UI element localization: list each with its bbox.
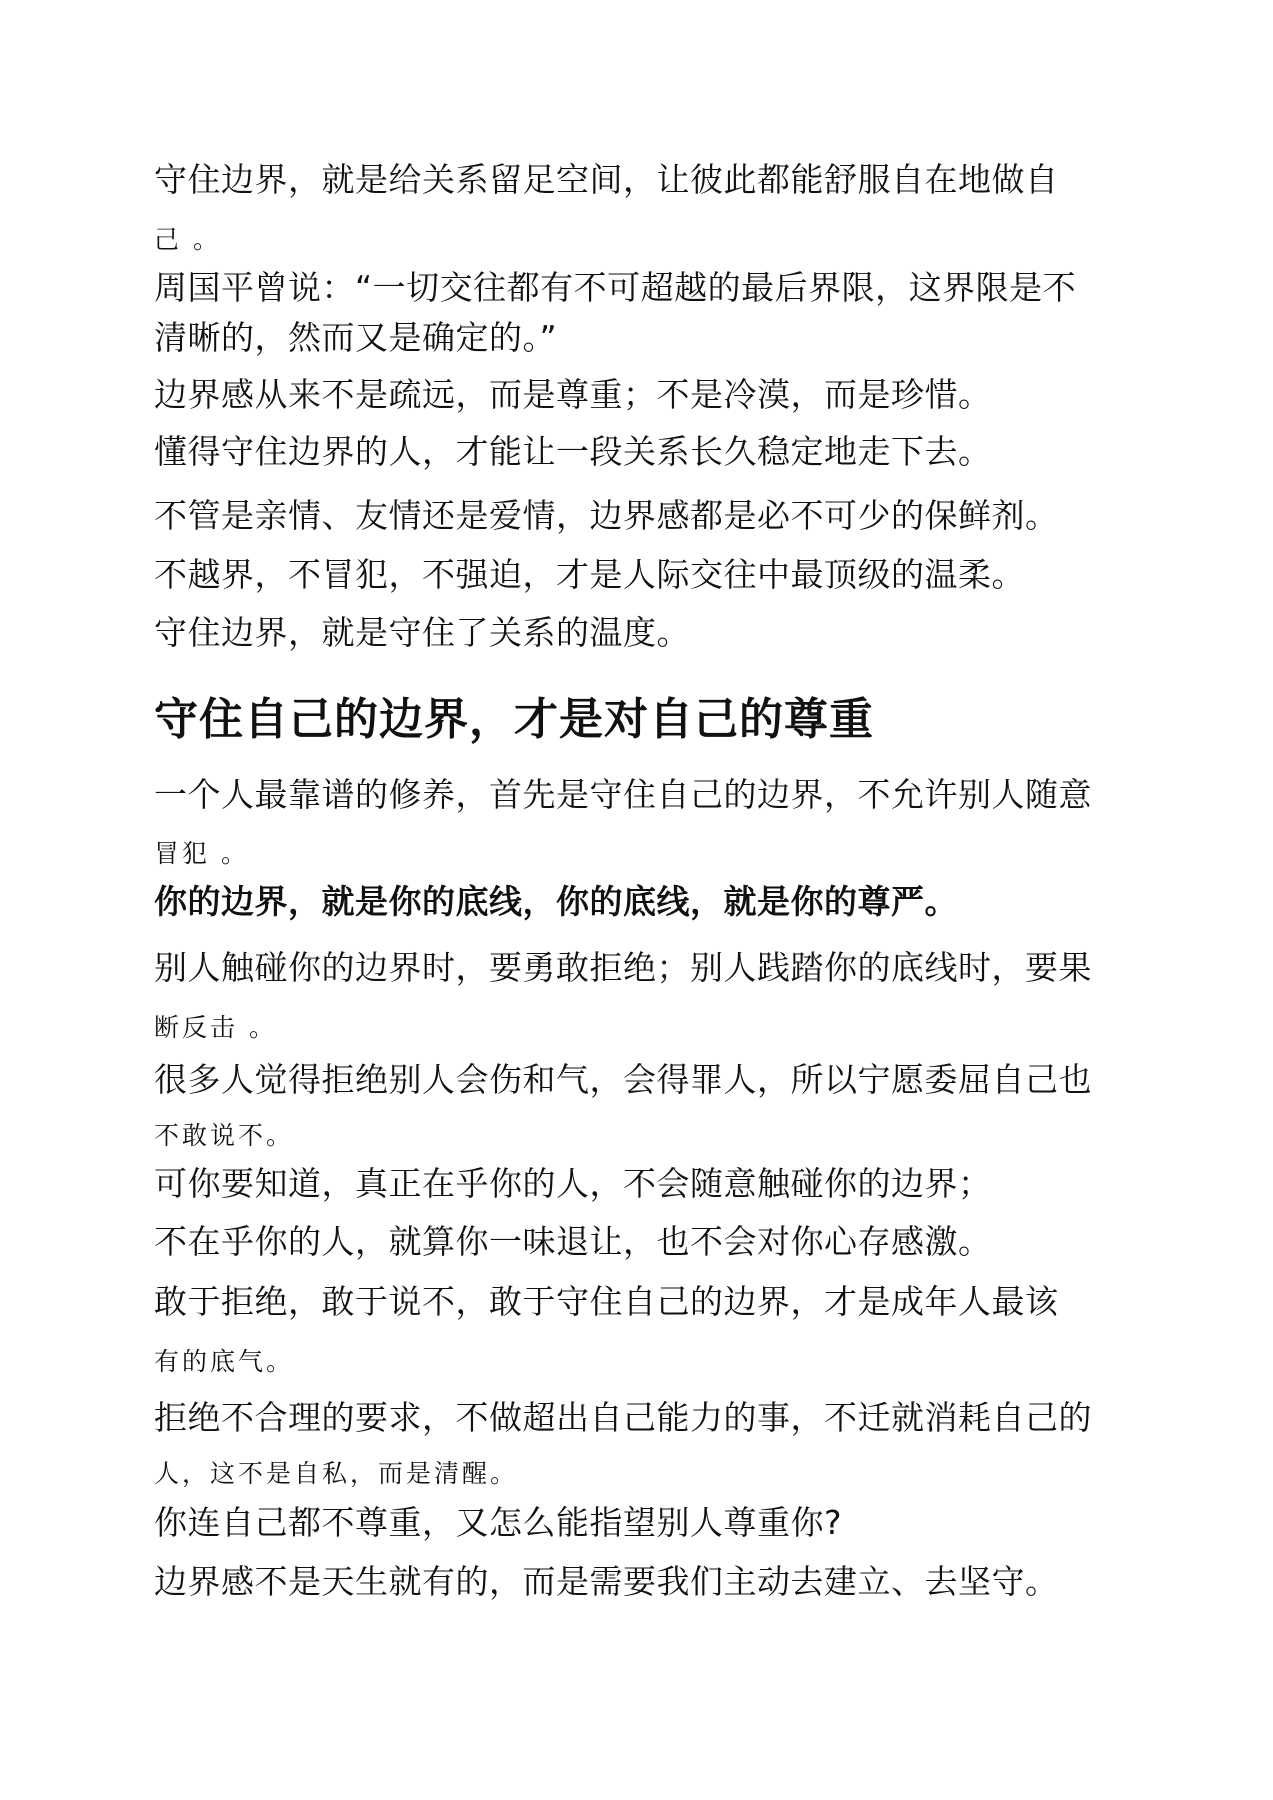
paragraph-line: 不越界，不冒犯，不强迫，才是人际交往中最顶级的温柔。	[154, 555, 1025, 594]
paragraph-line: 敢于拒绝，敢于说不，敢于守住自己的边界，才是成年人最该	[154, 1282, 1059, 1321]
paragraph-line: 冒犯 。	[154, 839, 249, 868]
paragraph-line: 不管是亲情、友情还是爱情，边界感都是必不可少的保鲜剂。	[154, 496, 1059, 535]
paragraph-line: 你连自己都不尊重，又怎么能指望别人尊重你?	[154, 1503, 843, 1542]
paragraph-line: 己 。	[154, 225, 221, 254]
paragraph-line: 懂得守住边界的人，才能让一段关系长久稳定地走下去。	[154, 432, 992, 471]
paragraph-line: 守住边界，就是给关系留足空间，让彼此都能舒服自在地做自	[154, 160, 1059, 199]
paragraph-line: 不敢说不。	[154, 1121, 295, 1150]
paragraph-line: 清晰的，然而又是确定的。”	[154, 318, 558, 357]
section-heading: 守住自己的边界，才是对自己的尊重	[154, 694, 874, 745]
paragraph-line: 人，这不是自私，而是清醒。	[154, 1459, 519, 1488]
paragraph-line: 周国平曾说：“一切交往都有不可超越的最后界限，这界限是不	[154, 268, 1077, 307]
paragraph-line: 不在乎你的人，就算你一味退让，也不会对你心存感激。	[154, 1222, 992, 1261]
highlight-line: 你的边界，就是你的底线，你的底线，就是你的尊严。	[154, 882, 958, 921]
paragraph-line: 守住边界，就是守住了关系的温度。	[154, 613, 690, 652]
paragraph-line: 边界感从来不是疏远，而是尊重；不是冷漠，而是珍惜。	[154, 375, 992, 414]
paragraph-line: 拒绝不合理的要求，不做超出自己能力的事，不迁就消耗自己的	[154, 1398, 1092, 1437]
paragraph-line: 别人触碰你的边界时，要勇敢拒绝；别人践踏你的底线时，要果	[154, 948, 1092, 987]
paragraph-line: 边界感不是天生就有的，而是需要我们主动去建立、去坚守。	[154, 1562, 1059, 1601]
paragraph-line: 有的底气。	[154, 1347, 295, 1376]
paragraph-line: 一个人最靠谱的修养，首先是守住自己的边界，不允许别人随意	[154, 775, 1092, 814]
paragraph-line: 很多人觉得拒绝别人会伤和气，会得罪人，所以宁愿委屈自己也	[154, 1060, 1092, 1099]
paragraph-line: 断反击 。	[154, 1013, 277, 1042]
paragraph-line: 可你要知道，真正在乎你的人，不会随意触碰你的边界；	[154, 1164, 992, 1203]
